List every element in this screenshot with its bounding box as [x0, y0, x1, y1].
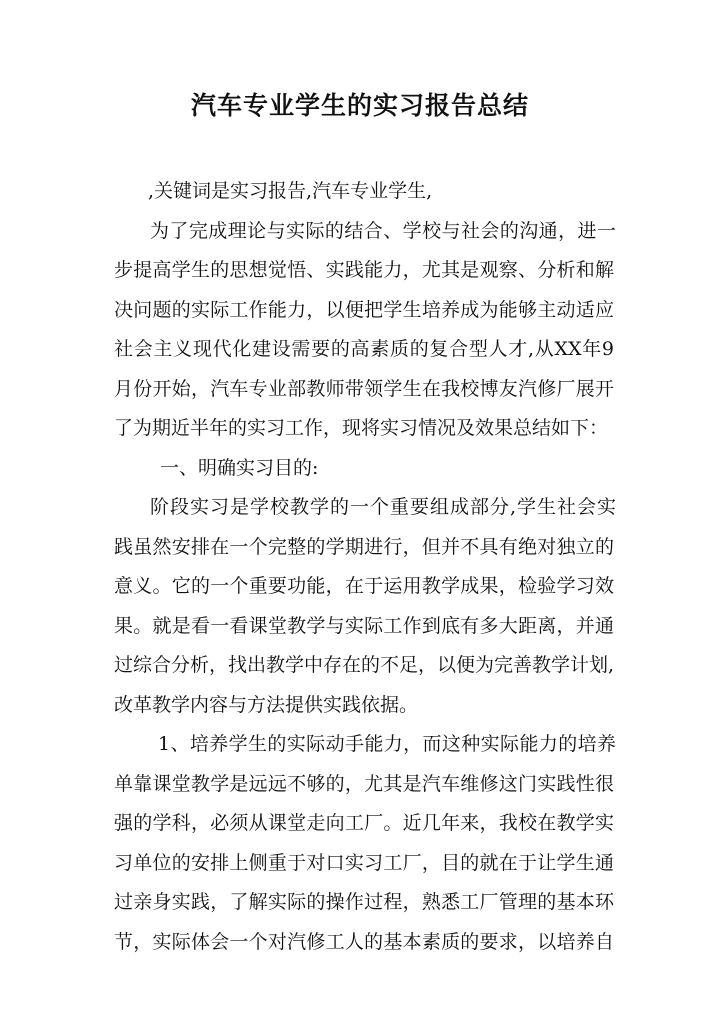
paragraph-line: 过综合分析，找出教学中存在的不足，以便为完善教学计划, [114, 654, 615, 676]
paragraph-line: 社会主义现代化建设需要的高素质的复合型人才,从XX年9 [114, 338, 614, 360]
paragraph-line: 为了完成理论与实际的结合、学校与社会的沟通，进一 [150, 220, 616, 242]
paragraph-line: 意义。它的一个重要功能，在于运用教学成果，检验学习效 [114, 575, 614, 597]
paragraph-line: 月份开始，汽车专业部教师带领学生在我校博友汽修厂展开 [114, 378, 614, 400]
paragraph-line: 习单位的安排上侧重于对口实习工厂，目的就在于让学生通 [114, 852, 614, 874]
paragraph-line: 节，实际体会一个对汽修工人的基本素质的要求，以培养自 [114, 931, 614, 953]
paragraph-line: 改革教学内容与方法提供实践依据。 [114, 694, 419, 716]
document-title: 汽车专业学生的实习报告总结 [190, 91, 529, 120]
paragraph-line: 果。就是看一看课堂教学与实际工作到底有多大距离，并通 [114, 615, 614, 637]
paragraph-line: 过亲身实践，了解实际的操作过程，熟悉工厂管理的基本环 [114, 891, 614, 913]
section-heading: 一、明确实习目的: [160, 457, 319, 479]
paragraph-line: 强的学科，必须从课堂走向工厂。近几年来，我校在教学实 [114, 812, 614, 834]
paragraph-line: 阶段实习是学校教学的一个重要组成部分,学生社会实 [150, 496, 616, 518]
keywords-line: ,关键词是实习报告,汽车专业学生, [148, 180, 433, 202]
list-item-line: 1、培养学生的实际动手能力，而这种实际能力的培养 [158, 733, 616, 755]
paragraph-line: 步提高学生的思想觉悟、实践能力，尤其是观察、分析和解 [114, 259, 614, 281]
paragraph-line: 了为期近半年的实习工作，现将实习情况及效果总结如下： [114, 417, 609, 439]
paragraph-line: 单靠课堂教学是远远不够的，尤其是汽车维修这门实践性很 [114, 773, 614, 795]
paragraph-line: 践虽然安排在一个完整的学期进行，但并不具有绝对独立的 [114, 536, 614, 558]
paragraph-line: 决问题的实际工作能力，以便把学生培养成为能够主动适应 [114, 299, 614, 321]
